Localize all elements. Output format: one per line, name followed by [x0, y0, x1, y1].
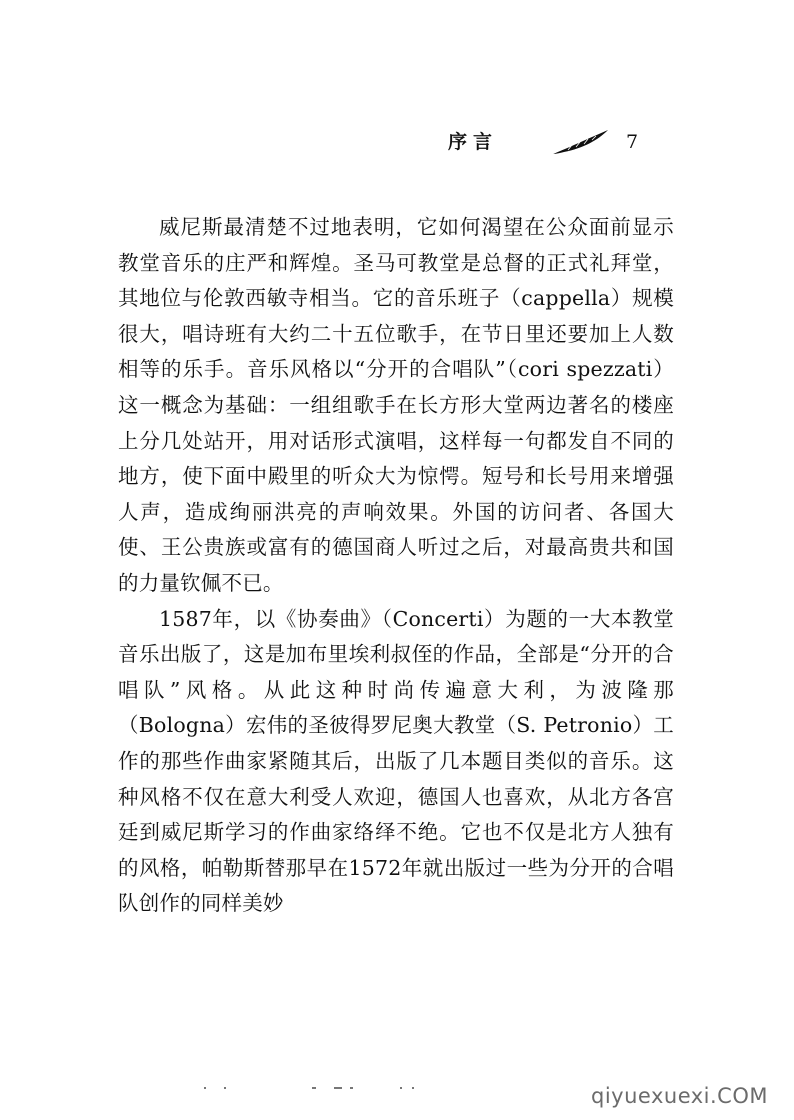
body-text [118, 210, 674, 922]
running-header [448, 124, 668, 160]
quill-pen-icon [550, 128, 610, 156]
page-number: 7 [626, 131, 639, 153]
scan-noise [200, 1086, 440, 1090]
site-watermark: qiyuexuexi.COM [591, 1084, 768, 1108]
paragraph-concerti-1587: 1587年，以《协奏曲》（Concerti）为题的一大本教堂音乐出版了，这是加布里埃利叔侄的作品，全部是“分开的合唱队”风格。从此这种时尚传遍意大利，为波隆那（Bologna）宏伟的圣彼得罗尼奥大教堂（S. Petronio）工作的那些作曲家紧随其后，出版了几本题目类似的音乐。这种风格不仅在意大利受人欢迎，德国人也喜欢，从北方各宫廷到威尼斯学习的作曲家络绎不绝。它也不仅是北方人独有的风格，帕勒斯替那早在1572年就出版过一些为分开的合唱队创作的同样美妙 [118, 606, 674, 916]
header-title: 序言 [448, 131, 499, 153]
paragraph-venice-cappella: 威尼斯最清楚不过地表明，它如何渴望在公众面前显示教堂音乐的庄严和辉煌。圣马可教堂是总督的正式礼拜堂，其地位与伦敦西敏寺相当。它的音乐班子（cappella）规模很大，唱诗班有大约二十五位歌手，在节日里还要加上人数相等的乐手。音乐风格以“分开的合唱队”（cori spezzati）这一概念为基础：一组组歌手在长方形大堂两边著名的楼座上分几处站开，用对话形式演唱，这样每一句都发自不同的地方，使下面中殿里的听众大为惊愕。短号和长号用来增强人声，造成绚丽洪亮的声响效果。外国的访问者、各国大使、王公贵族或富有的德国商人听过之后，对最高贵共和国的力量钦佩不已。 [118, 215, 674, 595]
